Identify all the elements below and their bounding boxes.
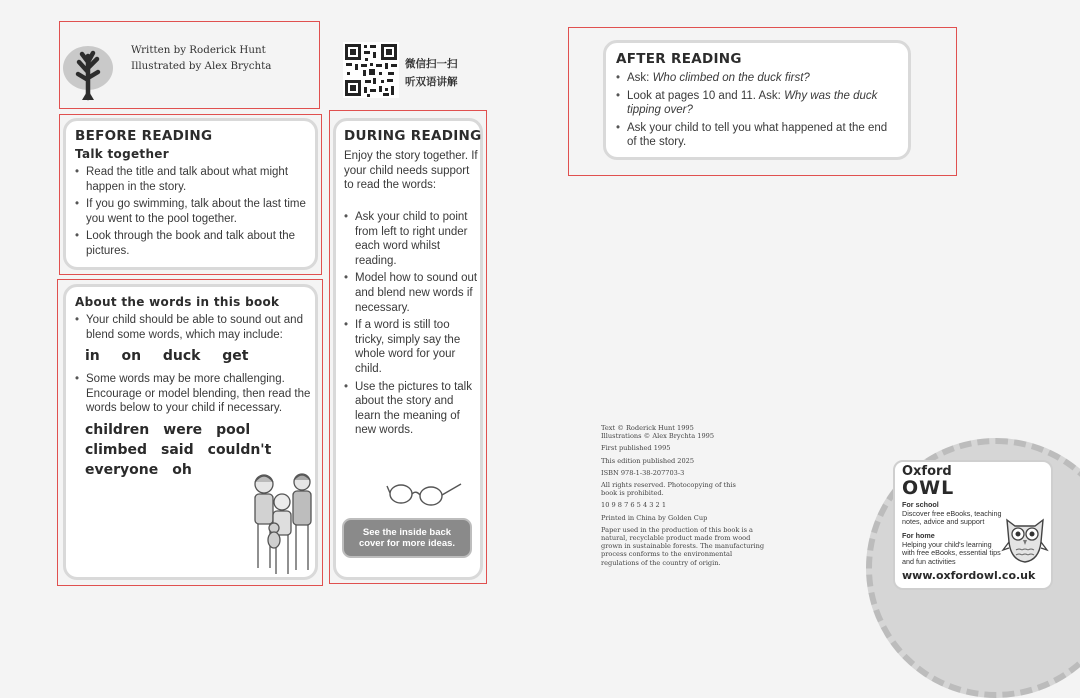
qr-caption-1: 微信扫一扫 <box>405 58 458 70</box>
after-reading-heading: AFTER READING <box>616 51 742 67</box>
decodable-words <box>85 348 248 364</box>
text-credit: Text © Roderick Hunt 1995 <box>601 424 694 432</box>
word: everyone <box>85 462 159 478</box>
rights: All rights reserved. Photocopying of this book is prohibited. <box>601 481 736 498</box>
owl-icon <box>1001 512 1049 564</box>
word: in <box>85 348 100 364</box>
for-school-heading: For school <box>902 500 939 509</box>
word: couldn't <box>207 442 272 458</box>
list-item: • If you go swimming, talk about the last time you went to the pool together. <box>75 197 307 226</box>
qr-caption-2: 听双语讲解 <box>405 76 458 88</box>
list-item <box>616 89 898 118</box>
list-item: • Use the pictures to talk about the story and learn the meaning of new words. <box>344 380 480 438</box>
after-reading-list <box>616 71 898 153</box>
list-item: • Some words may be more challenging. Encourage or model blending, then read the words below to your child if necessary. <box>75 372 315 416</box>
ask-question: Why was the duck tipping over? <box>627 89 878 117</box>
printed-in: Printed in China by Golden Cup <box>601 513 708 522</box>
author-credit: Written by Roderick Hunt <box>131 44 266 56</box>
ask-prefix: Look at pages 10 and 11. Ask: <box>627 89 785 102</box>
word: children <box>85 422 150 438</box>
word: oh <box>172 462 192 478</box>
list-item: • Ask your child to tell you what happened at the end of the story. <box>616 121 898 150</box>
inside-back-cover-button[interactable] <box>342 518 472 558</box>
word: get <box>222 348 249 364</box>
for-home-text: Helping your child's learning with free eBooks, essential tips and fun activities <box>902 540 1001 566</box>
before-reading-heading: BEFORE READING <box>75 128 213 144</box>
oxford-brand: Oxford <box>902 464 952 479</box>
word: were <box>163 422 203 438</box>
oxford-owl-url[interactable]: www.oxfordowl.co.uk <box>902 569 1036 582</box>
isbn: ISBN 978-1-38-207703-3 <box>601 468 685 477</box>
owl-brand: OWL <box>902 477 955 499</box>
paper-note: Paper used in the production of this book is a natural, recyclable product made from wood grown in sustainable forests. The manufacturing process conforms to the environmental regulations of the country of origin. <box>601 525 765 567</box>
illustrator-credit: Illustrated by Alex Brychta <box>131 60 272 72</box>
ask-question: Who climbed on the duck first? <box>652 72 810 84</box>
for-school-text: Discover free eBooks, teaching notes, advice and support <box>902 509 1002 527</box>
ask-prefix: Ask: <box>627 72 653 84</box>
list-item: • Look through the book and talk about the pictures. <box>75 229 307 258</box>
word: climbed <box>85 442 148 458</box>
print-line: 10 9 8 7 6 5 4 3 2 1 <box>601 501 667 510</box>
tree-logo <box>62 42 114 102</box>
illustrations-credit: Illustrations © Alex Brychta 1995 <box>601 432 715 441</box>
oxford-owl-panel <box>893 460 1053 590</box>
about-words-list-2 <box>75 372 315 419</box>
button-label: See the inside back cover for more ideas. <box>358 526 456 549</box>
list-item <box>616 71 898 86</box>
about-words-heading: About the words in this book <box>75 295 280 309</box>
word: said <box>161 442 194 458</box>
imprint-block <box>601 424 771 567</box>
list-item: • Read the title and talk about what might happen in the story. <box>75 165 307 194</box>
tricky-words-row-3 <box>85 462 192 478</box>
during-reading-list <box>344 210 480 441</box>
list-item: • Ask your child to point from left to right under each word whilst reading. <box>344 210 480 268</box>
before-reading-list <box>75 165 307 262</box>
list-item: • Your child should be able to sound out and blend some words, which may include: <box>75 313 313 342</box>
word: duck <box>162 348 201 364</box>
first-published: First published 1995 <box>601 444 671 453</box>
during-reading-heading: DURING READING <box>344 128 482 144</box>
glasses-illustration <box>385 478 465 508</box>
qr-code[interactable] <box>343 42 399 98</box>
list-item: • Model how to sound out and blend new words if necessary. <box>344 271 480 315</box>
about-words-list-1 <box>75 313 313 345</box>
tricky-words-row-2 <box>85 442 271 458</box>
talk-together-subheading: Talk together <box>75 147 169 161</box>
word: pool <box>216 422 251 438</box>
tricky-words-row-1 <box>85 422 250 438</box>
children-illustration <box>246 470 318 580</box>
word: on <box>121 348 142 364</box>
during-reading-intro: Enjoy the story together. If your child needs support to read the words: <box>344 150 478 192</box>
list-item: • If a word is still too tricky, simply say the whole word for your child. <box>344 318 480 376</box>
edition: This edition published 2025 <box>601 456 695 465</box>
for-home-heading: For home <box>902 531 935 540</box>
